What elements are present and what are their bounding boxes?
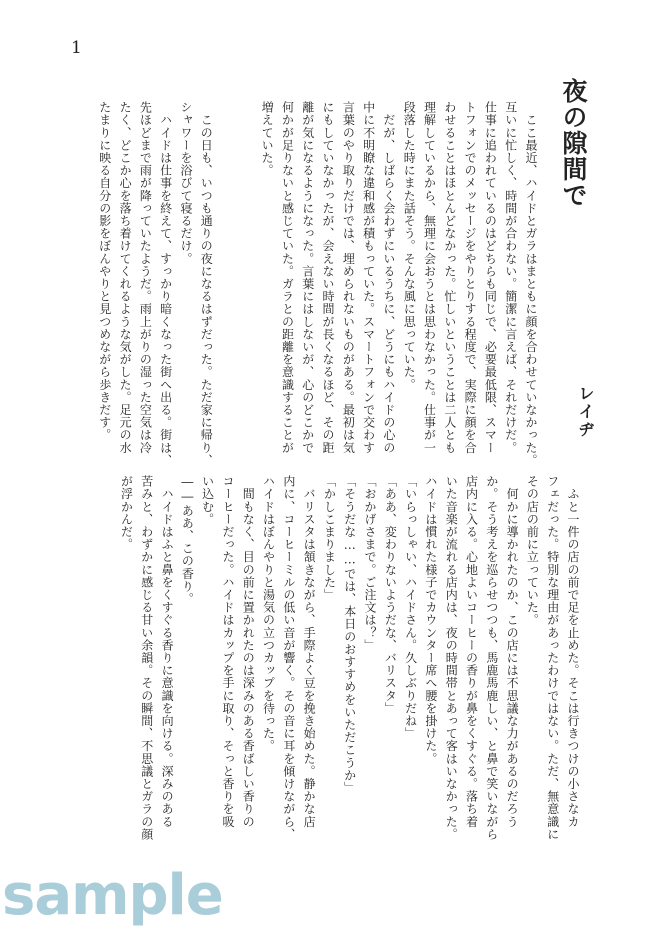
text-line: 内に、コーヒーミルの低い音が響く。その音に耳を傾けながら、 <box>281 475 296 840</box>
text-line: 何かに導かれたのか、この店には不思議な力があるのだろう <box>505 475 520 828</box>
text-line: 「いらっしゃい、ハイドさん。久しぶりだね」 <box>403 475 418 740</box>
text-line: 互いに忙しく、時間が合わない。簡潔に言えば、それだけだ。 <box>503 101 518 454</box>
text-column-bottom <box>81 475 583 840</box>
text-line: いた音楽が流れる店内は、夜の時間帯とあって客はいなかった。 <box>444 475 459 840</box>
story-title: 夜の隙間で <box>559 78 588 208</box>
text-line: 「おかげさまで。ご注文は？」 <box>363 475 378 652</box>
text-line <box>237 101 257 466</box>
text-line: ここ最近、ハイドとガラはまともに顔を合わせていなかった。 <box>524 101 538 466</box>
text-line: ハイドはふと鼻をくすぐる香りに意識を向ける。深みのある <box>160 475 175 828</box>
text-line: 苦みと、わずかに感じる甘い余韻。その瞬間、不思議とガラの顔 <box>139 475 154 840</box>
text-line: ふと一件の店の前で足を止めた。そこは行きつけの小さなカ <box>566 475 580 828</box>
text-line: その店の前に立っていた。 <box>525 475 540 627</box>
text-line: コーヒーだった。ハイドはカップを手に取り、そっと香りを吸 <box>220 475 235 828</box>
page-number: 1 <box>71 38 82 58</box>
text-line: 言葉のやり取りだけでは、埋められないものがある。最初は気 <box>341 101 356 454</box>
text-line: 何かが足りないと感じていた。ガラとの距離を意識することが <box>280 101 295 454</box>
text-line: 店内に入る。心地よいコーヒーの香りが鼻をくすぐる。落ち着 <box>464 475 479 828</box>
text-line: トフォンでのメッセージをやりとりする程度で、実際に顔を合 <box>463 101 478 454</box>
text-line: にもしていなかったが、会えない時間が長くなるほど、その距 <box>321 101 336 454</box>
text-line: だが、しばらく会わずにいるうちに、どうにもハイドの心の <box>381 101 396 454</box>
text-line: い込む。 <box>200 475 215 526</box>
text-line: 「そうだな……では、本日のおすすめをいただこうか」 <box>342 475 357 794</box>
text-line: 先ほどまで雨が降っていたようだ。雨上がりの湿った空気は冷 <box>138 101 153 454</box>
text-line: シャワーを浴びて寝るだけ。 <box>178 101 193 265</box>
text-line: 「かしこまりました」 <box>322 475 337 601</box>
text-line: ハイドは慣れた様子でカウンター席へ腰を掛けた。 <box>423 475 438 765</box>
text-line: フェだった。特別な理由があったわけではない。ただ、無意識に <box>545 475 560 840</box>
text-line: 仕事に追われているのはどちらも同じで、必要最低限、スマー <box>483 101 498 454</box>
text-line <box>216 101 236 466</box>
text-line: か。そう考えを巡らせつつも、馬鹿馬鹿しい、と鼻で笑いながら <box>484 475 499 840</box>
text-line: 間もなく、目の前に置かれたのは深みのある香ばしい香りの <box>241 475 256 828</box>
text-line: 増えていた。 <box>260 101 275 177</box>
text-line: この日も、いつも通りの夜になるはずだった。ただ家に帰り、 <box>199 101 214 466</box>
title-block <box>558 78 588 208</box>
text-line: 段落した時にまた話そう。そんな風に思っていた。 <box>402 101 417 391</box>
text-line: ――ああ、この香り。 <box>180 475 195 605</box>
text-line: バリスタは頷きながら、手際よく豆を挽き始めた。静かな店 <box>302 475 317 828</box>
text-line: ハイドはぼんやりと湯気の立つカップを待った。 <box>261 475 276 753</box>
text-column-top <box>81 101 541 466</box>
author-name: レイヂ <box>576 385 595 439</box>
text-line: わせることはほとんどなかった。忙しいということは二人とも <box>442 101 457 454</box>
text-line: が浮かんだ。 <box>119 475 134 551</box>
text-line: 「ああ、変わりないようだな、バリスタ」 <box>383 475 398 715</box>
text-line: 理解しているから、無理に会おうとは思わなかった。仕事が一 <box>422 101 437 454</box>
text-line: たく、どこか心を落ち着けてくれるような気がした。足元の水 <box>118 101 133 454</box>
sample-watermark: sample <box>2 863 223 928</box>
text-line: 中に不明瞭な違和感が積もっていた。スマートフォンで交わす <box>361 101 376 454</box>
text-line: ハイドは仕事を終えて、すっかり暗くなった街へ出る。街は、 <box>158 101 173 466</box>
text-line: たまりに映る自分の影をぼんやりと見つめながら歩きだす。 <box>97 101 112 442</box>
text-line: 離が気になるようになった。言葉にはしないが、心のどこかで <box>300 101 315 454</box>
